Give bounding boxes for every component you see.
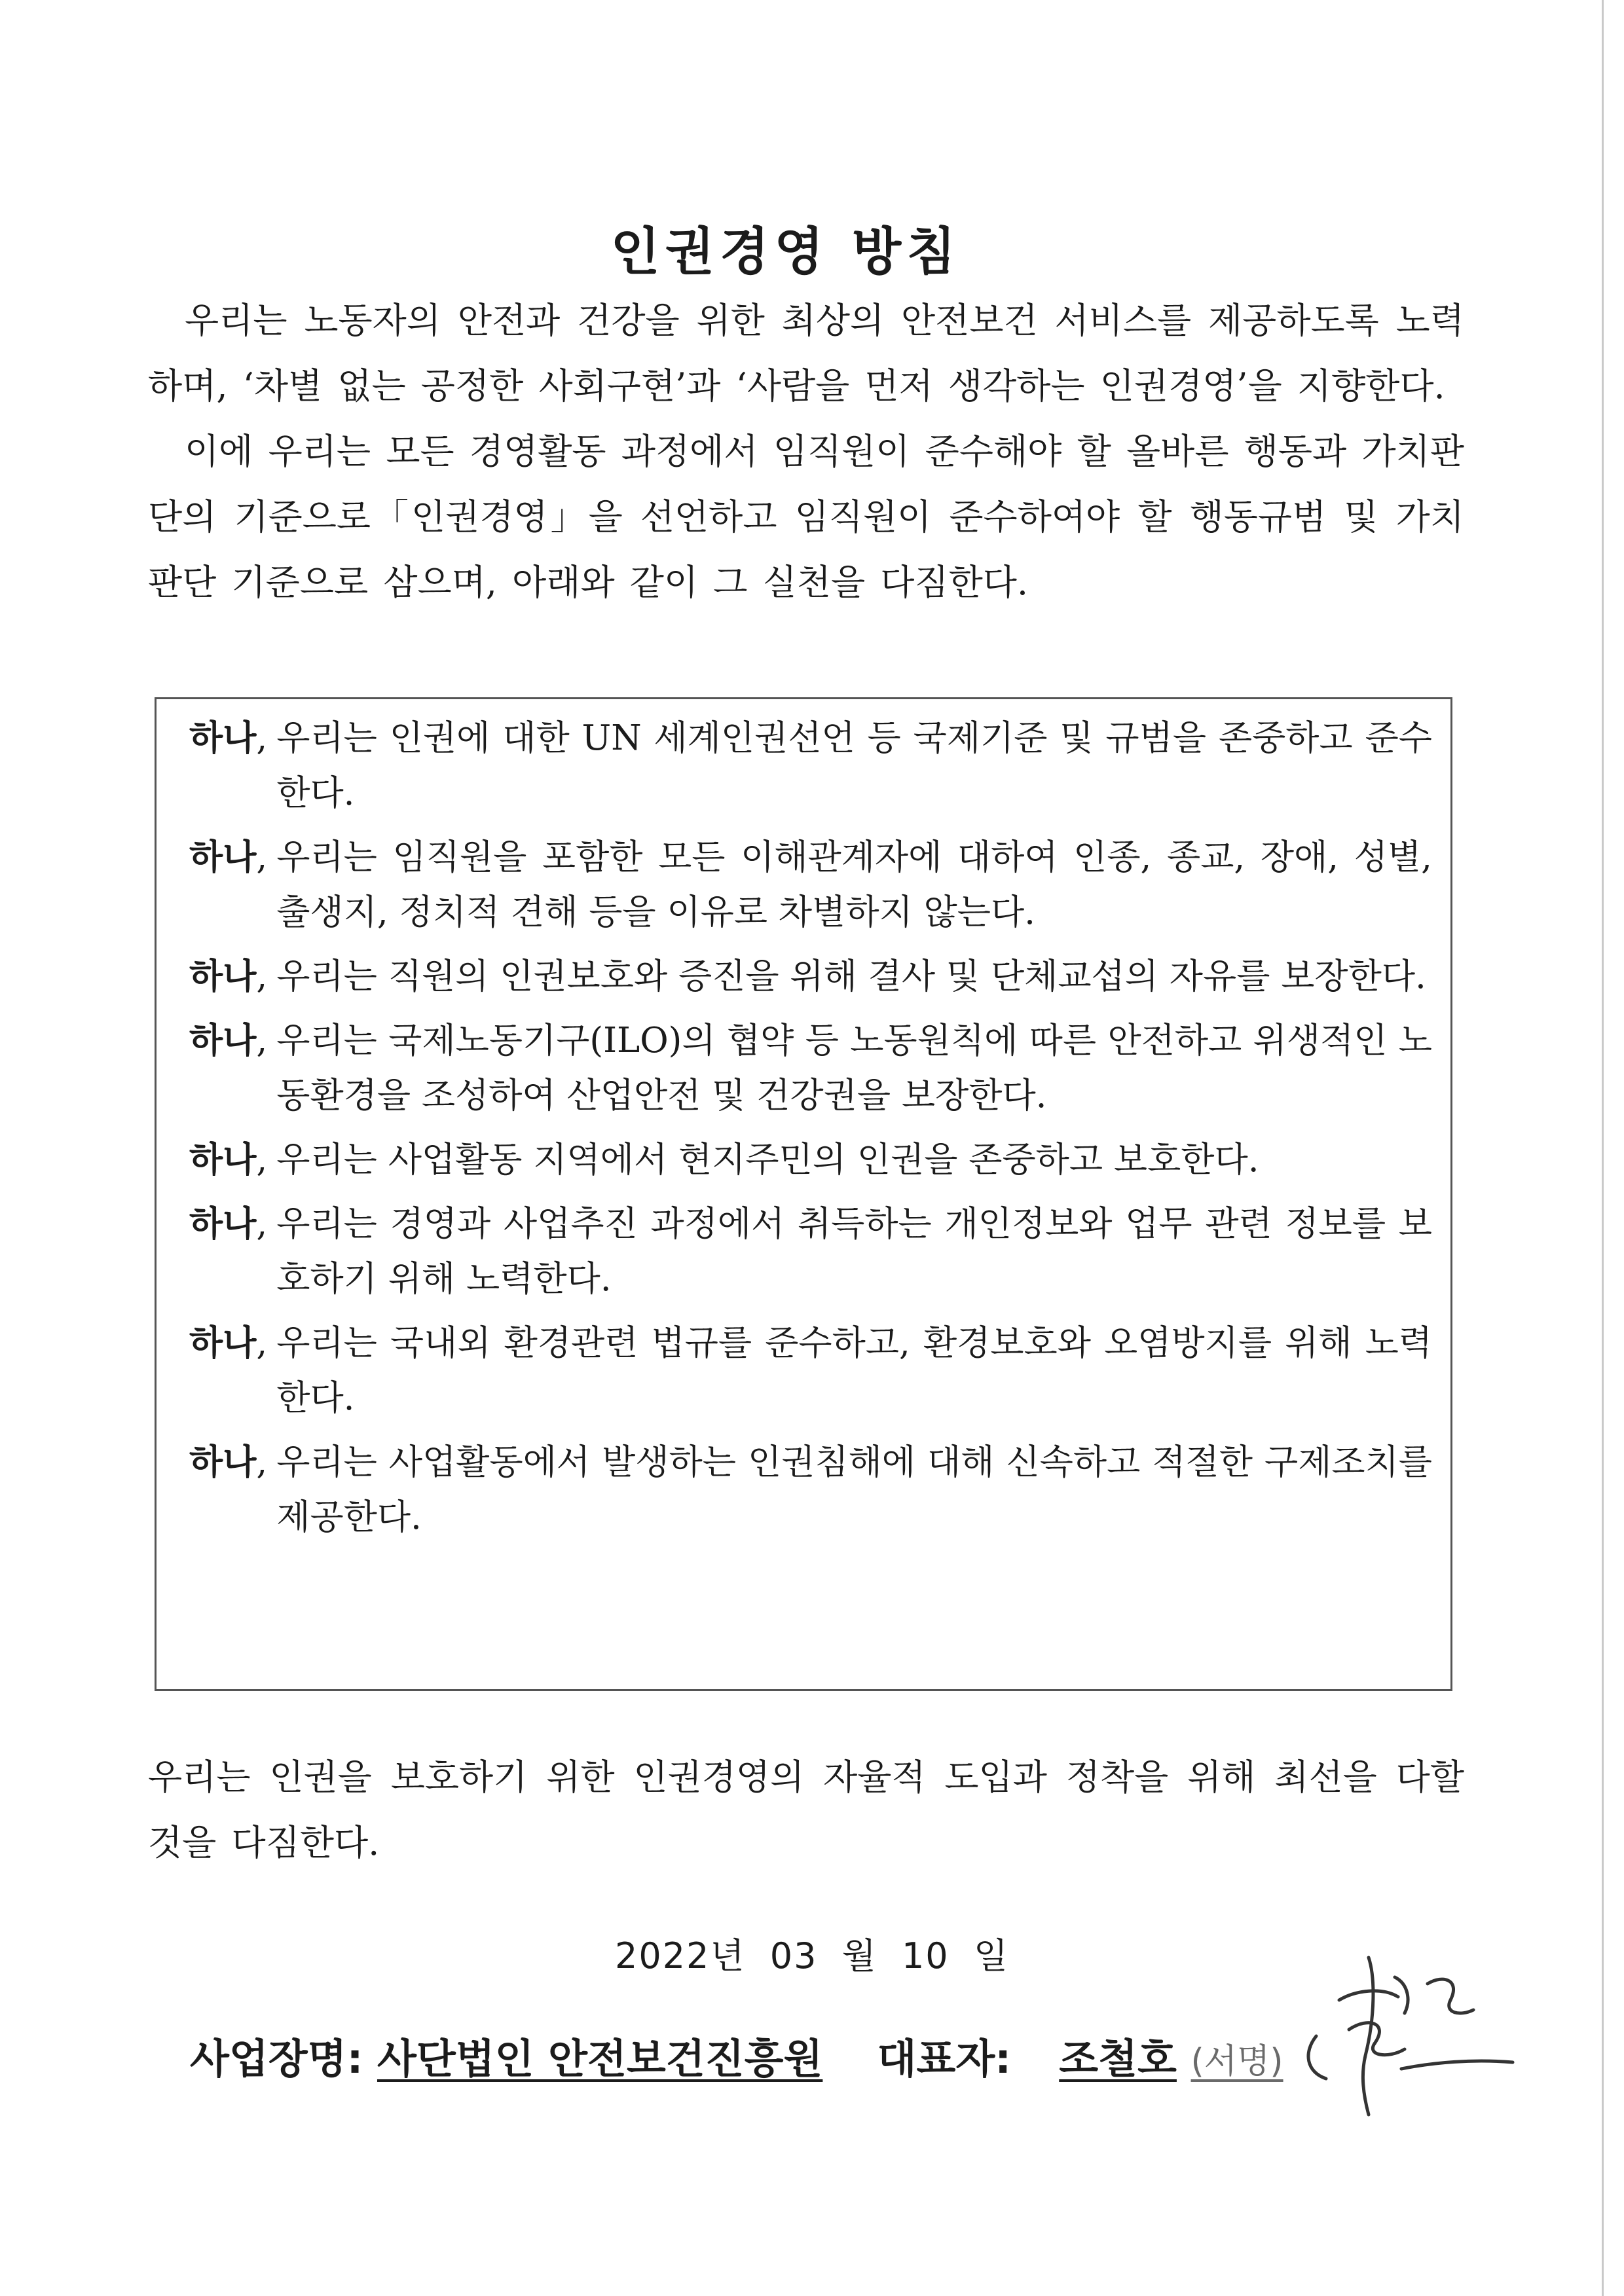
representative-name: 조철호 — [1059, 2035, 1177, 2083]
pledge-head: 하나 — [189, 837, 257, 877]
sign-mark: (서명) — [1190, 2042, 1283, 2081]
pledge-head: 하나 — [189, 1204, 257, 1244]
workplace-label: 사업장명: — [190, 2035, 363, 2083]
pledge-text: 우리는 임직원을 포함한 모든 이해관계자에 대하여 인종, 종교, 장애, 성별, 출생지, 정치적 견해 등을 이유로 차별하지 않는다. — [276, 837, 1432, 932]
pledge-box — [155, 697, 1452, 1691]
intro-section — [148, 288, 1464, 615]
pledge-text: 우리는 직원의 인권보호와 증진을 위해 결사 및 단체교섭의 자유를 보장한다. — [276, 957, 1426, 996]
pledge-head: 하나 — [189, 957, 257, 996]
pledge-item: 하나, 우리는 직원의 인권보호와 증진을 위해 결사 및 단체교섭의 자유를 보장한다. — [189, 949, 1432, 1004]
closing-section — [148, 1745, 1464, 1876]
pledge-text: 우리는 국제노동기구(ILO)의 협약 등 노동원칙에 따른 안전하고 위생적인 노동환경을 조성하여 산업안전 및 건강권을 보장한다. — [276, 1021, 1432, 1116]
signature-line — [190, 2026, 1283, 2085]
pledge-item: 하나, 우리는 경영과 사업추진 과정에서 취득하는 개인정보와 업무 관련 정보를 보호하기 위해 노력한다. — [189, 1197, 1432, 1307]
pledge-head: 하나 — [189, 1323, 257, 1363]
pledge-text: 우리는 인권에 대한 UN 세계인권선언 등 국제기준 및 규범을 존중하고 준수한다. — [276, 718, 1432, 813]
pledge-text: 우리는 사업활동에서 발생하는 인권침해에 대해 신속하고 적절한 구제조치를 제공한다. — [276, 1442, 1432, 1537]
handwritten-signature — [1277, 1938, 1526, 2134]
pledge-item: 하나, 우리는 사업활동 지역에서 현지주민의 인권을 존중하고 보호한다. — [189, 1133, 1432, 1188]
declaration-date: 2022년 03 월 10 일 — [614, 1935, 1009, 1977]
pledge-item: 하나, 우리는 국내외 환경관련 법규를 준수하고, 환경보호와 오염방지를 위해 노력한다. — [189, 1316, 1432, 1426]
pledge-head: 하나 — [189, 1021, 257, 1061]
pledge-item: 하나, 우리는 사업활동에서 발생하는 인권침해에 대해 신속하고 적절한 구제조치를 제공한다. — [189, 1435, 1432, 1545]
intro-paragraph: 우리는 노동자의 안전과 건강을 위한 최상의 안전보건 서비스를 제공하도록 노력하며, ‘차별 없는 공정한 사회구현’과 ‘사람을 먼저 생각하는 인권경영’을 지향한다. — [148, 300, 1464, 407]
workplace-name: 사단법인 안전보건진흥원 — [377, 2035, 823, 2083]
pledge-item: 하나, 우리는 임직원을 포함한 모든 이해관계자에 대하여 인종, 종교, 장애, 성별, 출생지, 정치적 견해 등을 이유로 차별하지 않는다. — [189, 830, 1432, 940]
pledge-head: 하나 — [189, 1442, 257, 1482]
pledge-text: 우리는 경영과 사업추진 과정에서 취득하는 개인정보와 업무 관련 정보를 보호하기 위해 노력한다. — [276, 1204, 1432, 1299]
document-title: 인권경영 방침 — [610, 222, 961, 282]
pledge-head: 하나 — [189, 718, 257, 758]
pledge-item: 하나, 우리는 인권에 대한 UN 세계인권선언 등 국제기준 및 규범을 존중하고 준수한다. — [189, 711, 1432, 821]
pledge-text: 우리는 사업활동 지역에서 현지주민의 인권을 존중하고 보호한다. — [276, 1140, 1259, 1180]
pledge-head: 하나 — [189, 1140, 257, 1180]
pledge-text: 우리는 국내외 환경관련 법규를 준수하고, 환경보호와 오염방지를 위해 노력한다. — [276, 1323, 1432, 1418]
representative-label: 대표자: — [877, 2035, 1012, 2083]
pledge-item: 하나, 우리는 국제노동기구(ILO)의 협약 등 노동원칙에 따른 안전하고 위생적인 노동환경을 조성하여 산업안전 및 건강권을 보장한다. — [189, 1013, 1432, 1123]
intro-paragraph: 이에 우리는 모든 경영활동 과정에서 임직원이 준수해야 할 올바른 행동과 가치판단의 기준으로「인권경영」을 선언하고 임직원이 준수하여야 할 행동규범 및 가치판단 기준으로 삼으며, 아래와 같이 그 실천을 다짐한다. — [148, 431, 1464, 603]
closing-paragraph: 우리는 인권을 보호하기 위한 인권경영의 자율적 도입과 정착을 위해 최선을 다할 것을 다짐한다. — [148, 1757, 1464, 1863]
